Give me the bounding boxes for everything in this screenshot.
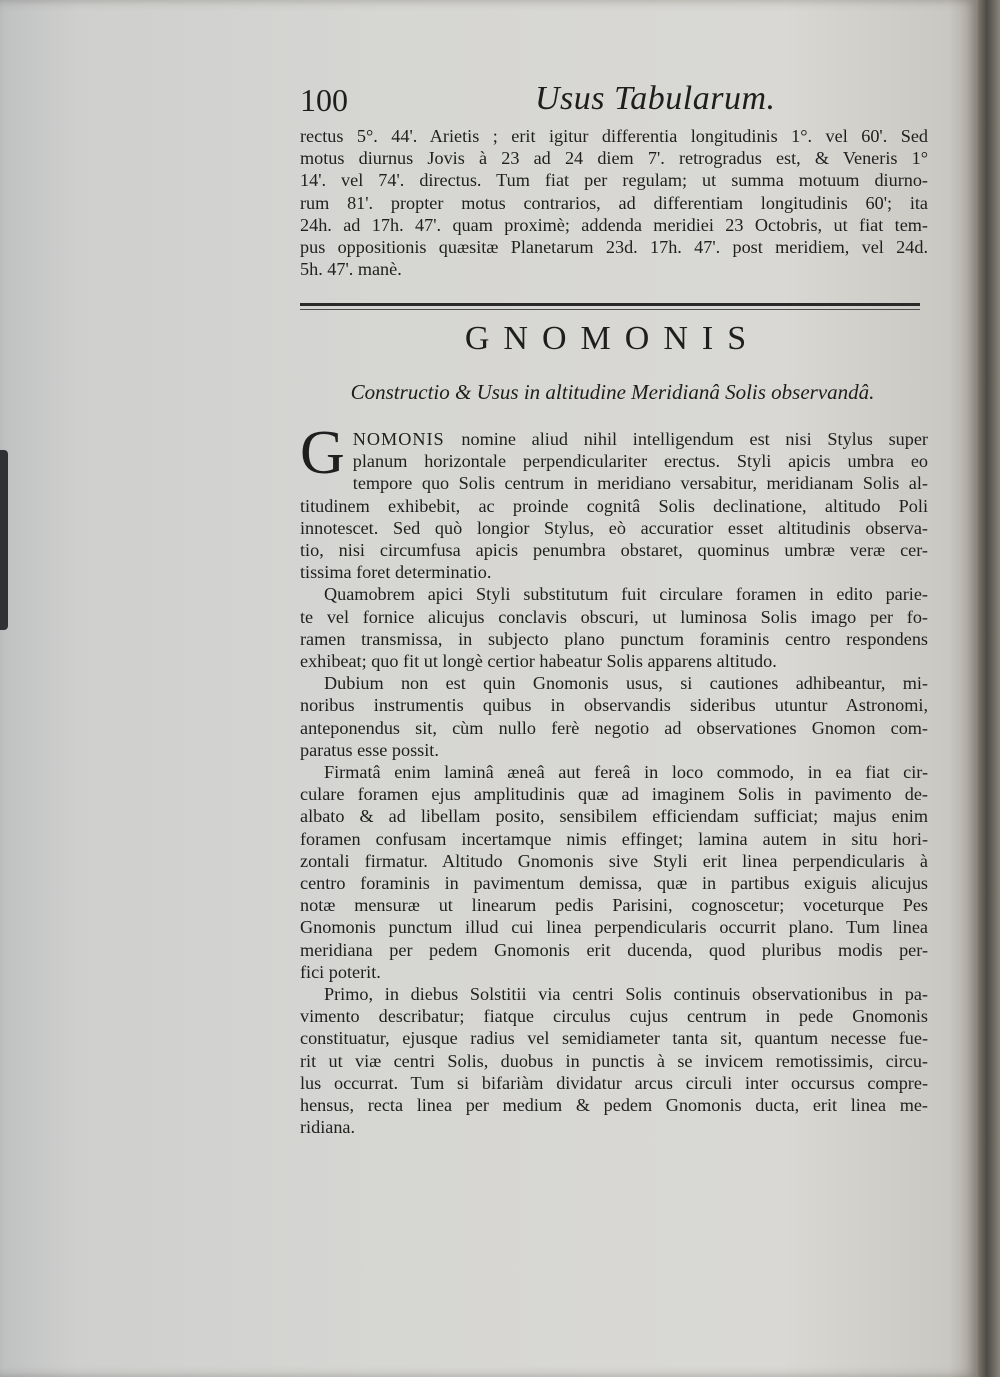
continued-paragraph: [300, 125, 928, 280]
main-text: [300, 419, 928, 1139]
text-line: zontali firmatur. Altitudo Gnomonis sive Styli erit linea perpendicularis à: [300, 850, 928, 871]
text-line: albato & ad libellam posito, sensibilem efficiendam sufficiat; majus enim: [300, 806, 928, 827]
text-line-rest: nomine aliud nihil intelligendum est nisi Stylus super: [461, 429, 928, 449]
text-line: innotescet. Sed quò longior Stylus, eò accuratior esset altitudinis observa-: [300, 517, 928, 538]
paragraph-4: [300, 761, 928, 983]
text-line: planum horizontale perpendiculariter erectus. Styli apicis umbra eo: [352, 451, 928, 472]
text-line: ramen transmissa, in subjecto plano punctum foraminis centro respondens: [300, 628, 928, 649]
text-line: fici poterit.: [300, 961, 381, 982]
text-line: te vel fornice alicujus conclavis obscuri, ut luminosa Solis imago per fo-: [300, 606, 928, 627]
text-line: lus occurrat. Tum si bifariàm dividatur arcus circuli inter occursus compre-: [300, 1072, 928, 1093]
text-line: rum 81'. propter motus contrarios, ad differentiam longitudinis 60'; ita: [300, 192, 928, 213]
text-line: noribus instrumentis quibus in observandis sideribus utuntur Astronomi,: [300, 695, 928, 716]
text-line: ridiana.: [300, 1117, 356, 1138]
text-line: tempore quo Solis centrum in meridiano versabitur, meridianam Solis al-: [352, 473, 928, 494]
page-number: 100: [300, 82, 348, 118]
text-line: exhibeat; quo fit ut longè certior habeatur Solis apparens altitudo.: [300, 651, 777, 672]
drop-cap: G: [300, 419, 345, 487]
text-line: Quamobrem apici Styli substitutum fuit circulare foramen in edito parie-: [324, 584, 928, 605]
binding-tab: [0, 450, 8, 630]
text-line: [300, 428, 928, 450]
section-subtitle: Constructio & Usus in altitudine Meridianâ Solis observandâ.: [350, 380, 875, 404]
text-line: rit ut viæ centri Solis, duobus in punctis à se invicem remotissimis, circu-: [300, 1050, 928, 1071]
text-line: culare foramen ejus amplitudinis quæ ad imaginem Solis in pavimento de-: [300, 784, 928, 805]
text-line: motus diurnus Jovis à 23 ad 24 diem 7'. retrogradus est, & Veneris 1°: [300, 148, 928, 169]
text-line: 24h. ad 17h. 47'. quam proximè; addenda meridiei 23 Octobris, ut fiat tem-: [300, 214, 928, 235]
text-line: meridiana per pedem Gnomonis erit ducenda, quod pluribus modis per-: [300, 939, 928, 960]
text-line: Gnomonis punctum illud cui linea perpendicularis occurrit plano. Tum linea: [300, 917, 928, 938]
paragraph-3: [300, 672, 928, 761]
text-line: Firmatâ enim laminâ æneâ aut fereâ in loco commodo, in ea fiat cir-: [324, 762, 928, 783]
running-title: Usus Tabularum.: [535, 80, 776, 117]
text-line: Primo, in diebus Solstitii via centri Solis continuis observationibus in pa-: [324, 984, 928, 1005]
text-line: foramen confusam incertamque nimis effinget; lamina autem in situ hori-: [300, 828, 928, 849]
section-rule-thin: [300, 309, 920, 310]
page-header: [300, 82, 925, 126]
text-line: titudinem exhibebit, ac proinde cognitâ Solis declinatione, altitudo Poli: [300, 495, 928, 516]
text-line: 5h. 47'. manè.: [300, 259, 402, 280]
text-line: tio, nisi circumfusa apicis penumbra obstaret, quominus umbræ veræ cer-: [300, 540, 928, 561]
paragraph-1: [300, 419, 928, 583]
text-line: constituatur, ejusque radius vel semidiameter tanta sit, quantum necesse fue-: [300, 1028, 928, 1049]
text-line: hensus, recta linea per medium & pedem Gnomonis ducta, erit linea me-: [300, 1095, 928, 1116]
section-title: GNOMONIS: [464, 320, 761, 357]
paragraph-5: [300, 983, 928, 1138]
text-line: rectus 5°. 44'. Arietis ; erit igitur differentia longitudinis 1°. vel 60'. Sed: [300, 126, 928, 146]
text-line: centro foraminis in pavimentum demissa, quæ in partibus exiguis alicujus: [300, 873, 928, 894]
text-line: notæ mensuræ ut linearum pedis Parisini, cognoscetur; voceturque Pes: [300, 895, 928, 916]
lead-word: NOMONIS: [352, 429, 462, 449]
text-line: 14'. vel 74'. directus. Tum fiat per regulam; ut summa motuum diurno-: [300, 170, 928, 191]
text-line: paratus esse possit.: [300, 739, 439, 760]
section-rule: [300, 303, 920, 306]
page-edge: [978, 0, 1000, 1377]
text-line: Dubium non est quin Gnomonis usus, si cautiones adhibeantur, mi-: [324, 673, 928, 694]
paragraph-2: [300, 583, 928, 672]
text-line: vimento describatur; fiatque circulus cujus centrum in pede Gnomonis: [300, 1006, 928, 1027]
text-line: tissima foret determinatio.: [300, 562, 492, 583]
text-line: anteponendus sit, cùm nullo ferè negotio ad observationes Gnomon com-: [300, 717, 928, 738]
text-line: pus oppositionis quæsitæ Planetarum 23d. 17h. 47'. post meridiem, vel 24d.: [300, 237, 928, 258]
